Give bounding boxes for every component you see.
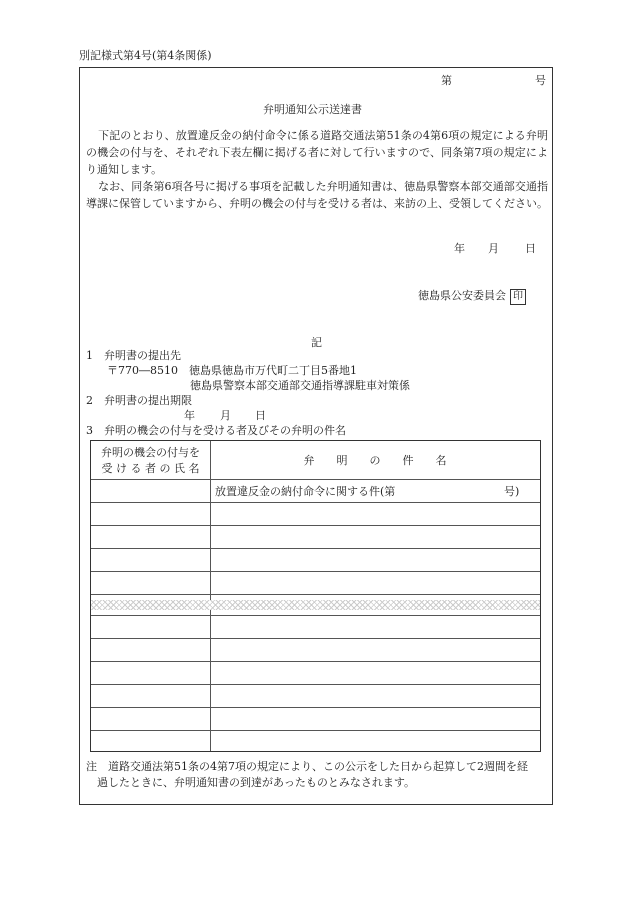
item1-label: 1 弁明書の提出先 <box>86 349 181 362</box>
body-paragraph-2: なお、同条第6項各号に掲げる事項を記載した弁明通知書は、徳島県警察本部交通部交通指導課に保管していますから、弁明の機会の付与を受ける者は、来訪の上、受領してください。 <box>86 180 548 210</box>
date-day: 日 <box>525 242 536 255</box>
issuer-name: 徳島県公安委員会 <box>418 289 506 302</box>
table-column-divider <box>210 441 211 751</box>
form-label: 別記様式第4号(第4条関係) <box>79 49 212 62</box>
date-year: 年 <box>454 242 465 255</box>
table-row-divider <box>91 594 540 595</box>
item3-label: 3 弁明の機会の付与を受ける者及びその弁明の件名 <box>86 424 346 437</box>
item2-month: 月 <box>220 409 231 422</box>
table-row-divider <box>91 548 540 549</box>
seal-mark: 印 <box>510 289 526 305</box>
table-header-left-line1: 弁明の機会の付与を <box>101 446 200 459</box>
subject-table <box>90 440 541 752</box>
table-row-divider <box>91 525 540 526</box>
item2-day: 日 <box>255 409 266 422</box>
table-row-divider <box>91 684 540 685</box>
table-row-divider <box>91 707 540 708</box>
table-row-divider <box>91 479 540 480</box>
ki-heading: 記 <box>311 336 322 349</box>
first-row-go: 号) <box>504 485 520 498</box>
item2-label: 2 弁明書の提出期限 <box>86 394 192 407</box>
document-title: 弁明通知公示送達書 <box>263 103 362 116</box>
date-month: 月 <box>488 242 499 255</box>
table-break-marker <box>91 600 540 610</box>
table-row-divider <box>91 661 540 662</box>
table-row-divider <box>91 638 540 639</box>
table-row-divider <box>91 615 540 616</box>
note-line-2: 過したときに、弁明通知書の到達があったものとみなされます。 <box>97 776 416 789</box>
issuer-line <box>418 289 526 305</box>
body-paragraph-1: 下記のとおり、放置違反金の納付命令に係る道路交通法第51条の4第6項の規定による弁明の機会の付与を、それぞれ下表左欄に掲げる者に対して行いますので、同条第7項の規定により通知します。 <box>86 129 548 176</box>
table-row-divider <box>91 502 540 503</box>
item2-year: 年 <box>184 409 195 422</box>
table-header-right: 弁 明 の 件 名 <box>303 454 447 467</box>
number-go: 号 <box>535 74 546 87</box>
note-line-1: 注 道路交通法第51条の4第7項の規定により、この公示をした日から起算して2週間を経 <box>86 760 528 773</box>
table-row-divider <box>91 730 540 731</box>
table-header-left-line2: 受 け る 者 の 氏 名 <box>101 462 200 475</box>
item1-office: 徳島県警察本部交通部交通指導課駐車対策係 <box>190 379 410 392</box>
first-row-subject: 放置違反金の納付命令に関する件(第 <box>215 485 396 498</box>
number-dai: 第 <box>441 74 452 87</box>
item1-address: 〒770―8510 徳島県徳島市万代町二丁目5番地1 <box>107 364 357 377</box>
table-row-divider <box>91 571 540 572</box>
